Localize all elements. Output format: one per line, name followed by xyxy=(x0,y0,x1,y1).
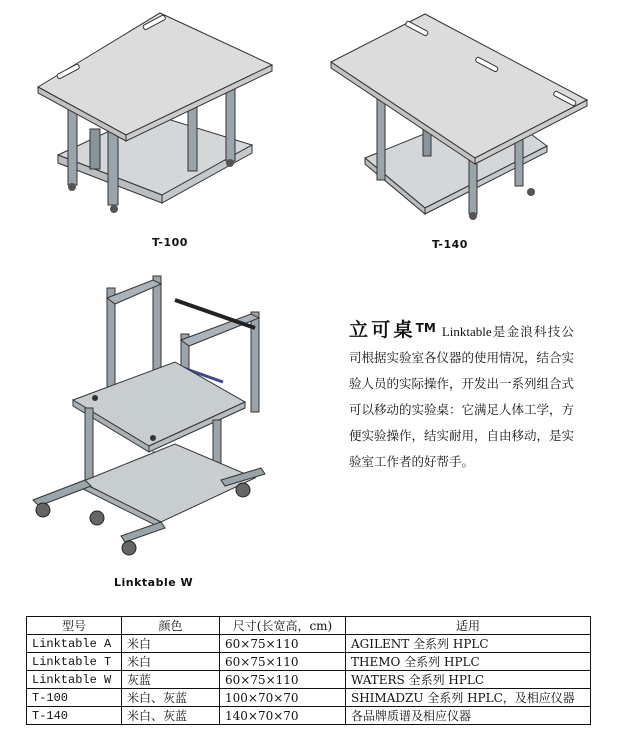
cell-size: 60×75×110 xyxy=(220,671,346,689)
cell-model: T-140 xyxy=(27,707,122,725)
table-header-row xyxy=(27,617,591,635)
t140-caption: T-140 xyxy=(432,238,468,251)
cell-size: 60×75×110 xyxy=(220,653,346,671)
description-text: 是金浪科技公司根据实验室各仪器的使用情况，结合实验人员的实际操作，开发出一系列组合式可以移动的实验桌：它满足人体工学，方便实验操作，结实耐用，自由移动，是实验室工作者的好帮手。 xyxy=(349,324,575,469)
trademark-mark: TM xyxy=(415,321,436,335)
header-color: 颜色 xyxy=(122,617,220,635)
table-row xyxy=(27,671,591,689)
header-size: 尺寸(长宽高，cm) xyxy=(220,617,346,635)
cell-model: Linktable W xyxy=(27,671,122,689)
spec-table xyxy=(26,616,591,725)
cell-size: 100×70×70 xyxy=(220,689,346,707)
brand-name: 立可桌 xyxy=(349,319,416,341)
table-row xyxy=(27,689,591,707)
linktable-w-caption: Linktable W xyxy=(114,576,194,589)
linktable-w-illustration xyxy=(25,270,285,565)
cell-model: Linktable A xyxy=(27,635,122,653)
table-row xyxy=(27,707,591,725)
header-model: 型号 xyxy=(27,617,122,635)
cell-color: 米白 xyxy=(122,653,220,671)
cell-color: 米白、灰蓝 xyxy=(122,689,220,707)
cell-color: 米白、灰蓝 xyxy=(122,707,220,725)
table-row xyxy=(27,653,591,671)
t100-caption: T-100 xyxy=(152,236,188,249)
brand-name-en: Linktable xyxy=(441,324,492,339)
product-description xyxy=(349,315,574,475)
cell-application: SHIMADZU 全系列 HPLC，及相应仪器 xyxy=(346,689,591,707)
cell-application: AGILENT 全系列 HPLC xyxy=(346,635,591,653)
cell-model: T-100 xyxy=(27,689,122,707)
cell-color: 灰蓝 xyxy=(122,671,220,689)
cell-application: THEMO 全系列 HPLC xyxy=(346,653,591,671)
cell-application: WATERS 全系列 HPLC xyxy=(346,671,591,689)
cell-size: 140×70×70 xyxy=(220,707,346,725)
cell-color: 米白 xyxy=(122,635,220,653)
table-row xyxy=(27,635,591,653)
cell-application: 各品牌质谱及相应仪器 xyxy=(346,707,591,725)
t100-illustration xyxy=(30,5,290,225)
header-application: 适用 xyxy=(346,617,591,635)
cell-size: 60×75×110 xyxy=(220,635,346,653)
t140-illustration xyxy=(325,8,595,228)
cell-model: Linktable T xyxy=(27,653,122,671)
